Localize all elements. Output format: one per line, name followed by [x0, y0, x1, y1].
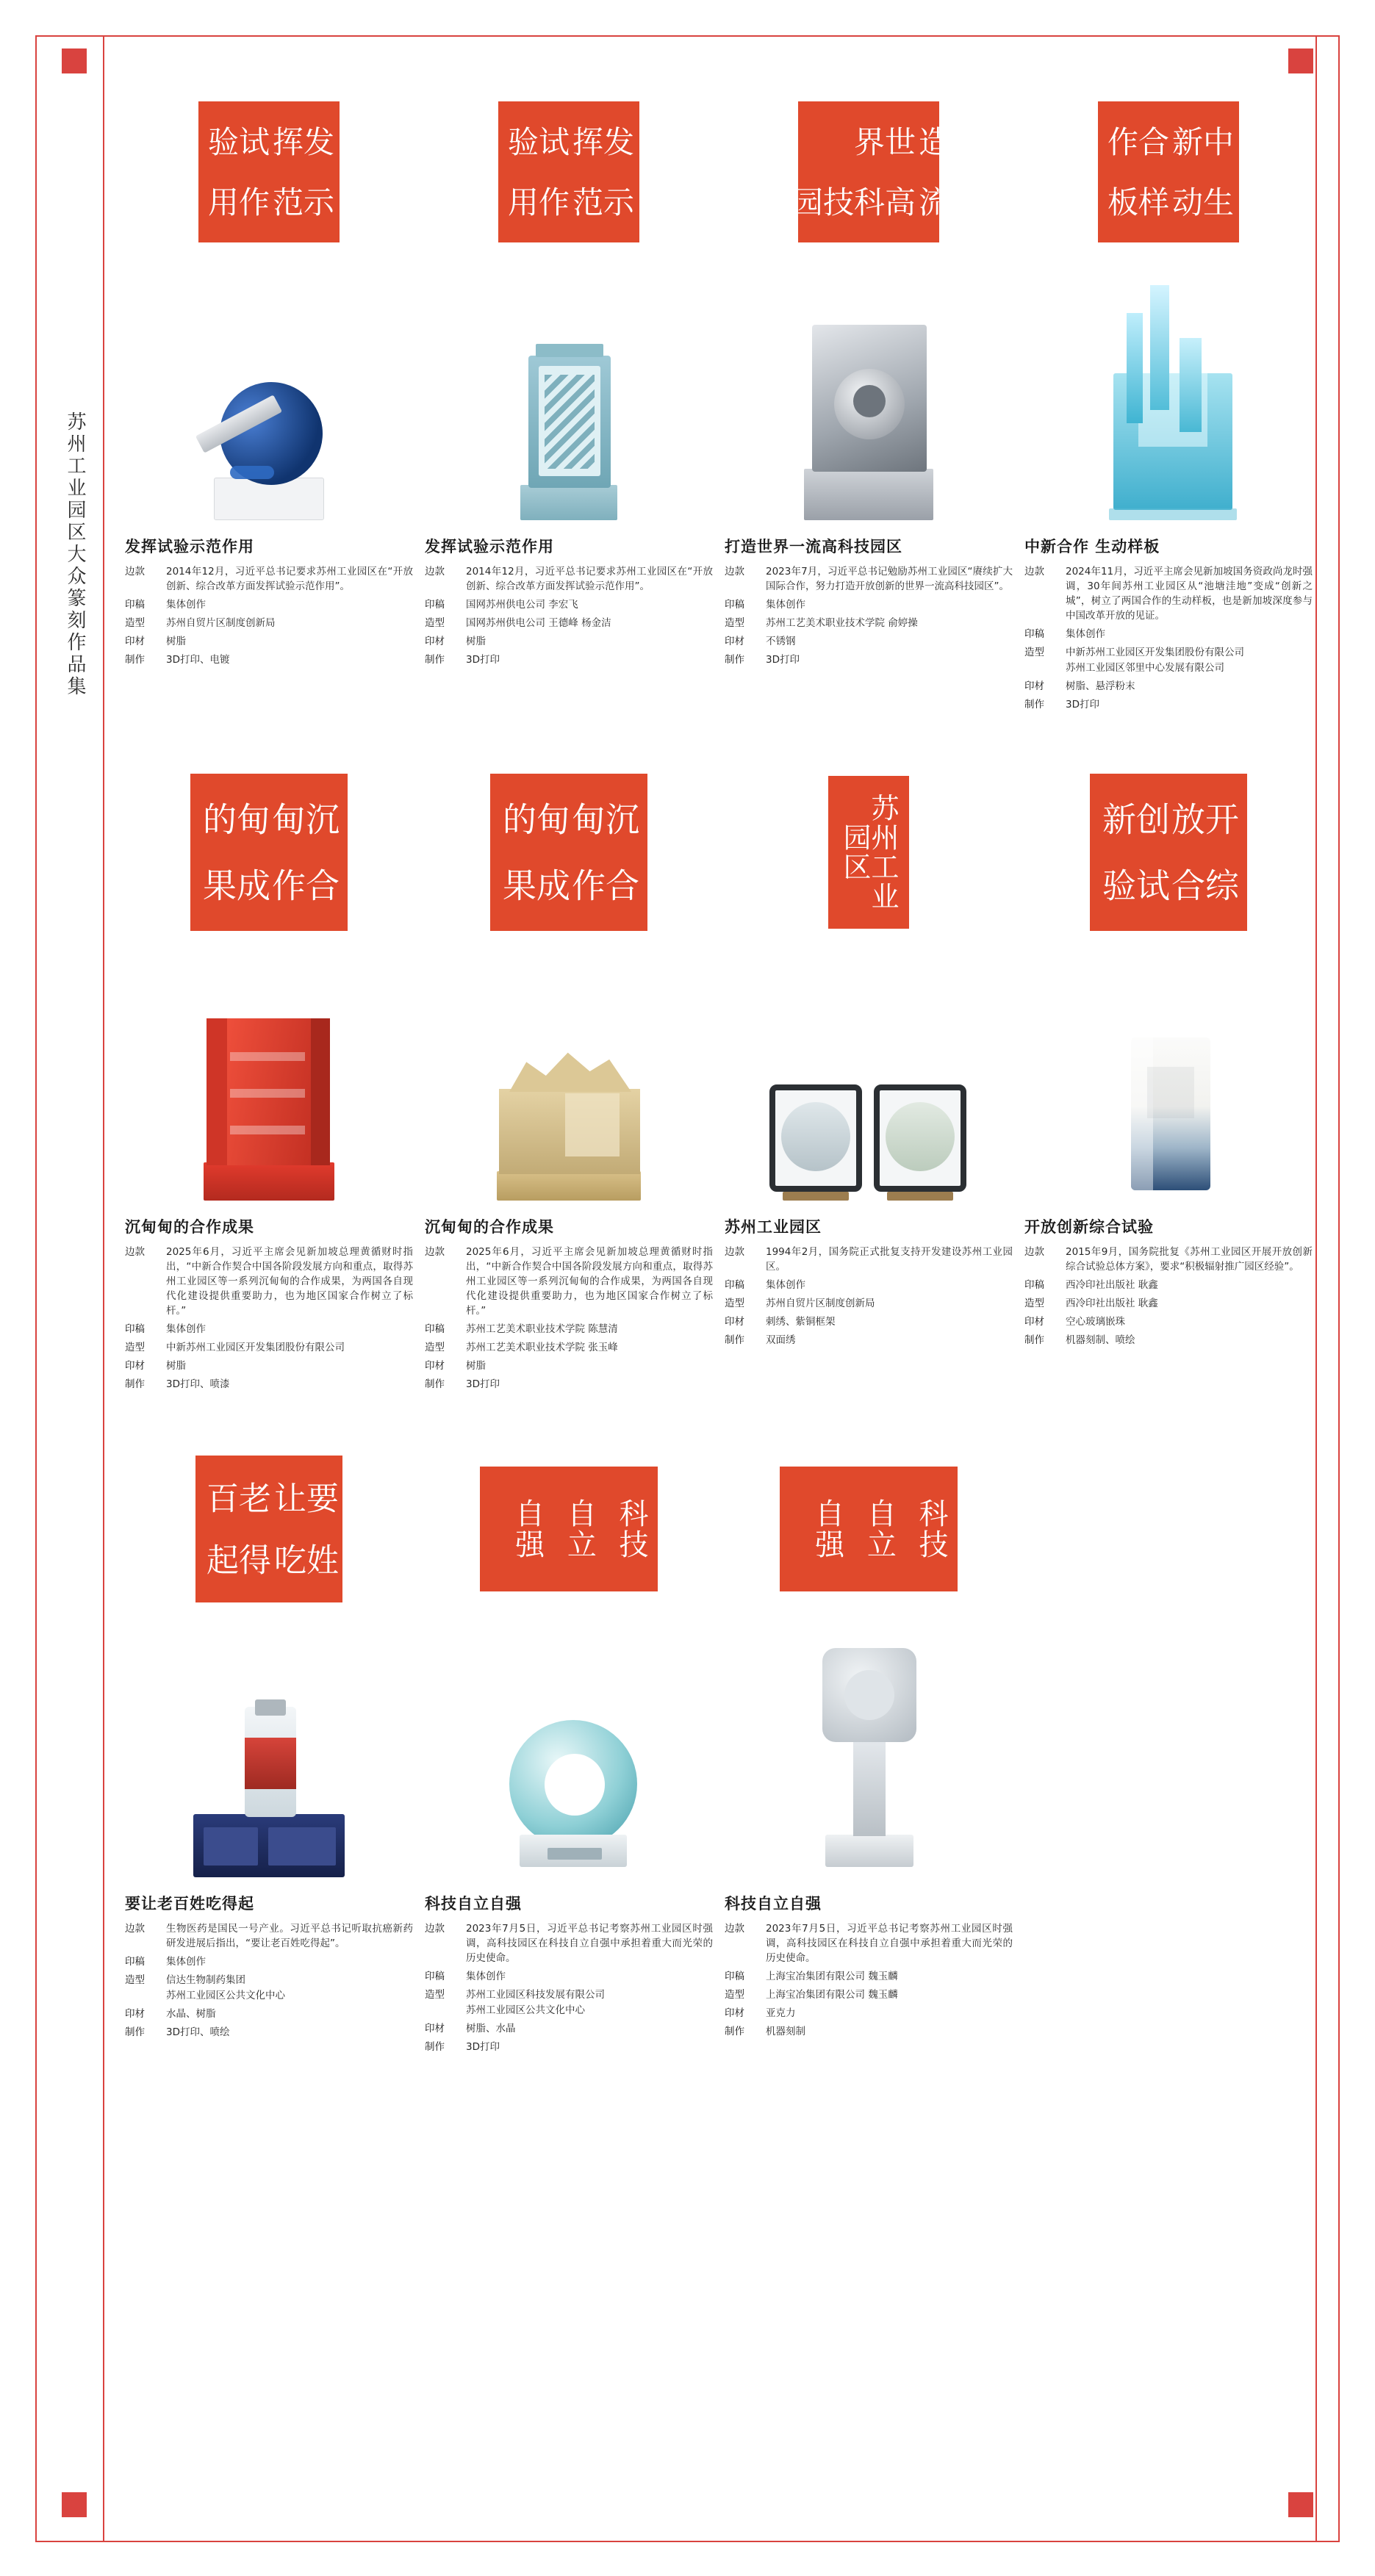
meta-value: 2014年12月，习近平总书记要求苏州工业园区在“开放创新、综合改革方面发挥试验示范作用”。: [466, 566, 713, 592]
item-title: 发挥试验示范作用: [125, 538, 254, 555]
meta-label: 印稿: [425, 599, 445, 611]
meta-value: 树脂、水晶: [466, 2023, 516, 2034]
item-meta: [125, 1921, 413, 2040]
meta-label: 印稿: [725, 1279, 744, 1291]
meta-label: 印材: [125, 2008, 145, 2020]
meta-value: 苏州工业园区科技发展有限公司: [466, 1989, 605, 2001]
meta-label: 印稿: [125, 1323, 145, 1335]
meta-value: 空心玻璃嵌珠: [1066, 1316, 1125, 1328]
meta-value: 国网苏州供电公司 李宏飞: [466, 599, 578, 611]
item-title: 要让老百姓吃得起: [125, 1895, 254, 1913]
meta-label: 印稿: [725, 1971, 744, 1982]
seal-image-wrap: [1024, 84, 1313, 260]
meta-label: 制作: [425, 2041, 445, 2053]
seal-char: 老百: [201, 1481, 270, 1515]
seal-char: 沉甸: [567, 802, 640, 837]
meta-value: 双面绣: [766, 1334, 796, 1346]
artifact-photo-blue-gate: [1077, 278, 1260, 520]
item-meta: [425, 1245, 713, 1392]
item-meta: [1024, 564, 1313, 713]
meta-bian: [725, 564, 1013, 594]
meta-yin: [125, 597, 413, 613]
meta-zao: [725, 1987, 1013, 2003]
artifact-photo-gold-mountain: [477, 958, 661, 1201]
seal-char: 甸的: [198, 802, 271, 837]
seal-char: 一流: [914, 186, 981, 218]
seal-char: 得起: [201, 1543, 270, 1577]
meta-label: 印材: [425, 1360, 445, 1372]
catalog-row: [125, 1441, 1313, 2058]
meta-label: 制作: [125, 654, 145, 666]
seal-char: 成果: [198, 868, 271, 903]
seal-char: 科技: [914, 1498, 948, 1560]
item-title: 发挥试验示范作用: [425, 538, 554, 555]
meta-bian: [1024, 1245, 1313, 1275]
meta-value: 1994年2月，国务院正式批复支持开发建设苏州工业园区。: [766, 1246, 1013, 1273]
meta-value: 西冷印社出版社 耿鑫: [1066, 1279, 1158, 1291]
meta-bian: [125, 1921, 413, 1951]
meta-label: 造型: [725, 1989, 744, 2001]
meta-value: 苏州自贸片区制度创新局: [166, 617, 276, 629]
meta-bian: [725, 1245, 1013, 1275]
artifact-photo-wrap: [725, 1617, 1013, 1882]
meta-value: 3D打印: [766, 654, 800, 666]
artifact-photo-teal-tower: [477, 278, 661, 520]
artifact-photo-wrap: [1024, 260, 1313, 525]
meta-value: 树脂: [466, 636, 486, 647]
meta-yin: [125, 1322, 413, 1337]
seal-char: 自强: [510, 1498, 545, 1560]
meta-value: 树脂: [166, 636, 186, 647]
meta-label: 造型: [425, 1342, 445, 1353]
meta-value: 3D打印、电镀: [166, 654, 230, 666]
meta-zao: [425, 1340, 713, 1356]
meta-value: 上海宝冶集团有限公司 魏玉麟: [766, 1989, 898, 2001]
seal-char: 苏州工业园区: [839, 794, 899, 911]
seal-char: 世界: [850, 126, 916, 158]
meta-yin: [125, 1954, 413, 1970]
meta-label: 印稿: [125, 1956, 145, 1968]
meta-label: 印稿: [425, 1971, 445, 1982]
seal-image-wrap: [725, 84, 1013, 260]
artifact-photo-red-cube: [177, 958, 361, 1201]
seal-char: 沉甸: [267, 802, 340, 837]
item-meta: [425, 1921, 713, 2055]
item-meta: [725, 564, 1013, 668]
frame-left-outer: [35, 35, 37, 2541]
artifact-photo-glass-globe: [477, 1635, 661, 1877]
meta-bian: [425, 1245, 713, 1319]
seal-char: 要让: [268, 1481, 338, 1515]
meta-value: 3D打印: [1066, 699, 1099, 710]
meta-zao: [425, 616, 713, 631]
meta-label: 造型: [125, 617, 145, 629]
catalog-item: [125, 764, 413, 1395]
seal-char: 高科技园区: [757, 186, 916, 218]
meta-value: 2023年7月5日，习近平总书记考察苏州工业园区时强调，高科技园区在科技自立自强中承担着重大而光荣的历史使命。: [766, 1923, 1013, 1964]
seal-char: 姓吃: [268, 1543, 338, 1577]
artifact-photo-wrap: [125, 260, 413, 525]
meta-label: 制作: [425, 1378, 445, 1390]
meta-zao: [125, 1340, 413, 1356]
item-title: 沉甸甸的合作成果: [125, 1218, 254, 1236]
meta-label: 印材: [425, 2023, 445, 2034]
artifact-photo-white-crystal: [1077, 958, 1260, 1201]
artifact-photo-wrap: [125, 1617, 413, 1882]
meta-value: 苏州工艺美术职业技术学院 陈慧清: [466, 1323, 618, 1335]
seal-image-wrap: [125, 1441, 413, 1617]
meta-value: 2025年6月，习近平主席会见新加坡总理黄循财时指出，“中新合作契合中国各阶段发展方向和重点，取得苏州工业园区等一系列沉甸甸的合作成果，为两国各自现代化建设提供重要助力，也为地区国家合作树立了标杆。”: [466, 1246, 713, 1317]
seal-char: 作用: [204, 186, 270, 218]
catalog-item: [725, 764, 1013, 1395]
catalog-item: [425, 764, 713, 1395]
artifact-photo-vial-trophy: [177, 1635, 361, 1877]
item-meta: [425, 564, 713, 668]
meta-bian: [425, 1921, 713, 1966]
meta-label: 印材: [125, 1360, 145, 1372]
meta-yin: [725, 1969, 1013, 1985]
catalog-sheet: [125, 71, 1313, 2510]
item-title: 科技自立自强: [725, 1895, 822, 1913]
seal-image-wrap: [425, 84, 713, 260]
seal-impression: [198, 101, 340, 242]
seal-char: 发挥: [568, 126, 635, 158]
meta-yin: [725, 597, 1013, 613]
meta-zao: [125, 616, 413, 631]
seal-impression: [498, 101, 639, 242]
meta-value: 集体创作: [166, 1956, 206, 1968]
meta-label: 印稿: [1024, 1279, 1044, 1291]
meta-value: 刺绣、紫铜框架: [766, 1316, 836, 1328]
seal-char: 中新: [1168, 126, 1235, 158]
meta-value: 2014年12月，习近平总书记要求苏州工业园区在“开放创新、综合改革方面发挥试验示范作用”。: [166, 566, 413, 592]
meta-value: 苏州自贸片区制度创新局: [766, 1298, 875, 1309]
meta-cai: [1024, 1314, 1313, 1330]
seal-image-wrap: [425, 764, 713, 940]
meta-value: 树脂: [166, 1360, 186, 1372]
meta-label: 印材: [425, 636, 445, 647]
meta-label: 边款: [425, 1246, 445, 1258]
seal-impression: [490, 774, 647, 931]
meta-zhi: [425, 1377, 713, 1392]
meta-label: 造型: [125, 1974, 145, 1986]
meta-value: 2025年6月，习近平主席会见新加坡总理黄循财时指出，“中新合作契合中国各阶段发展方向和重点，取得苏州工业园区等一系列沉甸甸的合作成果，为两国各自现代化建设提供重要助力，也为地区国家合作树立了标杆。”: [166, 1246, 413, 1317]
frame-left-inner: [103, 35, 104, 2541]
meta-label: 印稿: [125, 599, 145, 611]
corner-mark-top-right: [1288, 48, 1313, 73]
meta-bian: [725, 1921, 1013, 1966]
meta-value: 3D打印: [466, 1378, 500, 1390]
meta-cai: [125, 1359, 413, 1374]
item-title: 中新合作 生动样板: [1024, 538, 1160, 555]
meta-value: 生物医药是国民一号产业。习近平总书记听取抗癌新药研发进展后指出，“要让老百姓吃得起”。: [166, 1923, 413, 1949]
meta-label: 印材: [125, 636, 145, 647]
meta-bian: [1024, 564, 1313, 624]
meta-label: 制作: [125, 1378, 145, 1390]
seal-image-wrap: [725, 764, 1013, 940]
meta-label: 边款: [425, 1923, 445, 1935]
seal-impression: [780, 1467, 958, 1591]
meta-value: 水晶、树脂: [166, 2008, 216, 2020]
meta-cai: [125, 634, 413, 650]
meta-value: 集体创作: [766, 599, 805, 611]
meta-value: 集体创作: [466, 1971, 506, 1982]
meta-zhi: [725, 2024, 1013, 2040]
item-meta: [1024, 1245, 1313, 1348]
seal-char: 成果: [498, 868, 571, 903]
frame-top-outer: [35, 35, 1340, 37]
meta-yin: [425, 597, 713, 613]
meta-value: 苏州工艺美术职业技术学院 俞婷操: [766, 617, 918, 629]
meta-label: 造型: [1024, 1298, 1044, 1309]
seal-char: 自立: [562, 1498, 597, 1560]
seal-image-wrap: [725, 1441, 1013, 1617]
meta-label: 制作: [725, 2026, 744, 2037]
meta-value: 集体创作: [166, 599, 206, 611]
corner-mark-top-left: [62, 48, 87, 73]
meta-yin: [425, 1322, 713, 1337]
meta-value: 国网苏州供电公司 王德峰 杨金洁: [466, 617, 611, 629]
meta-label: 印材: [1024, 680, 1044, 692]
artifact-photo-double-frame: [762, 958, 975, 1201]
corner-mark-bottom-left: [62, 2492, 87, 2517]
seal-char: 合作: [1103, 126, 1170, 158]
meta-label: 制作: [1024, 1334, 1044, 1346]
artifact-photo-wrap: [1024, 940, 1313, 1205]
seal-char: 试验: [503, 126, 570, 158]
item-title: 开放创新综合试验: [1024, 1218, 1154, 1236]
meta-cai: [725, 634, 1013, 650]
meta-label: 边款: [1024, 1246, 1044, 1258]
meta-value: 西冷印社出版社 耿鑫: [1066, 1298, 1158, 1309]
seal-char: 开放: [1166, 802, 1240, 837]
catalog-row: [125, 84, 1313, 716]
meta-label: 印稿: [1024, 628, 1044, 640]
meta-zao: [1024, 645, 1313, 676]
item-title: 苏州工业园区: [725, 1218, 822, 1236]
meta-bian: [425, 564, 713, 594]
meta-cai: [425, 2021, 713, 2037]
seal-char: 生动: [1168, 186, 1235, 218]
meta-value: 2023年7月5日，习近平总书记考察苏州工业园区时强调，高科技园区在科技自立自强中承担着重大而光荣的历史使命。: [466, 1923, 713, 1964]
seal-char: 示范: [268, 186, 335, 218]
meta-yin: [425, 1969, 713, 1985]
seal-char: 综合: [1166, 868, 1240, 903]
meta-cai: [725, 2006, 1013, 2021]
meta-label: 造型: [425, 1989, 445, 2001]
meta-label: 边款: [425, 566, 445, 578]
meta-value: 机器刻制: [766, 2026, 805, 2037]
artifact-photo-silver-arch: [777, 278, 961, 520]
meta-label: 造型: [725, 1298, 744, 1309]
seal-char: 示范: [568, 186, 635, 218]
frame-bottom-outer: [35, 2541, 1340, 2542]
meta-zhi: [125, 1377, 413, 1392]
meta-value: 中新苏州工业园区开发集团股份有限公司: [1066, 647, 1244, 658]
spine-title: 苏州工业园区大众篆刻作品集: [64, 411, 86, 698]
item-title: 打造世界一流高科技园区: [725, 538, 902, 555]
seal-char: 样板: [1103, 186, 1170, 218]
seal-char: 试验: [204, 126, 270, 158]
catalog-item: [1024, 84, 1313, 716]
meta-value: 3D打印、喷绘: [166, 2026, 230, 2038]
meta-label: 边款: [125, 1246, 145, 1258]
meta-cai: [1024, 679, 1313, 694]
meta-bian: [125, 1245, 413, 1319]
artifact-photo-wrap: [425, 940, 713, 1205]
seal-image-wrap: [125, 764, 413, 940]
meta-label: 造型: [425, 617, 445, 629]
meta-label: 边款: [725, 566, 744, 578]
meta-zao: [125, 1973, 413, 2004]
meta-value: 集体创作: [1066, 628, 1105, 640]
meta-yin: [725, 1278, 1013, 1293]
meta-value: 苏州工艺美术职业技术学院 张玉峰: [466, 1342, 618, 1353]
item-title: 沉甸甸的合作成果: [425, 1218, 554, 1236]
catalog-item: [725, 1441, 1013, 2058]
meta-label: 印材: [725, 2007, 744, 2019]
seal-char: 合作: [267, 868, 340, 903]
meta-label: 制作: [725, 654, 744, 666]
artifact-photo-wrap: [425, 1617, 713, 1882]
meta-value: 上海宝冶集团有限公司 魏玉麟: [766, 1971, 898, 1982]
meta-zao: [1024, 1296, 1313, 1312]
meta-value: 中新苏州工业园区开发集团股份有限公司: [166, 1342, 345, 1353]
seal-image-wrap: [1024, 764, 1313, 940]
meta-zhi: [125, 652, 413, 668]
meta-label: 制作: [1024, 699, 1044, 710]
seal-char: 试验: [1097, 868, 1171, 903]
item-meta: [125, 1245, 413, 1392]
meta-label: 边款: [125, 1923, 145, 1935]
artifact-photo-wrap: [125, 940, 413, 1205]
seal-char: 发挥: [268, 126, 335, 158]
seal-impression: [757, 101, 981, 242]
meta-zhi: [1024, 1333, 1313, 1348]
meta-value: 2023年7月，习近平总书记勉励苏州工业园区“赓续扩大国际合作，努力打造开放创新的世界一流高科技园区”。: [766, 566, 1013, 592]
seal-impression: [195, 1456, 342, 1602]
catalog-item-empty: [1024, 1441, 1313, 2058]
meta-value: 树脂、悬浮粉末: [1066, 680, 1135, 692]
seal-impression: [480, 1467, 658, 1591]
meta-zao: [725, 1296, 1013, 1312]
meta-yin: [1024, 1278, 1313, 1293]
seal-image-wrap: [125, 84, 413, 260]
catalog-item: [725, 84, 1013, 716]
meta-zhi: [125, 2025, 413, 2040]
meta-zhi: [425, 2040, 713, 2055]
meta-label: 边款: [125, 566, 145, 578]
item-title: 科技自立自强: [425, 1895, 522, 1913]
artifact-photo-silver-key: [777, 1635, 961, 1877]
meta-label: 制作: [725, 1334, 744, 1346]
meta-label: 边款: [725, 1246, 744, 1258]
meta-cai: [725, 1314, 1013, 1330]
meta-label: 边款: [1024, 566, 1044, 578]
meta-zhi: [1024, 697, 1313, 713]
meta-yin: [1024, 627, 1313, 642]
meta-label: 制作: [125, 2026, 145, 2038]
meta-value: 机器刻制、喷绘: [1066, 1334, 1135, 1346]
meta-value: 苏州工业园区公共文化中心: [466, 2004, 585, 2016]
meta-label: 印材: [725, 636, 744, 647]
meta-value: 苏州工业园区邻里中心发展有限公司: [1066, 662, 1224, 674]
seal-char: 打造: [914, 126, 981, 158]
meta-value: 亚克力: [766, 2007, 796, 2019]
seal-impression: [1090, 774, 1247, 931]
meta-value: 2024年11月，习近平主席会见新加坡国务资政尚龙时强调，30年间苏州工业园区从“池塘洼地”变成“创新之城”，树立了两国合作的生动样板，也是新加坡深度参与中国改革开放的见证。: [1066, 566, 1313, 622]
seal-impression: [190, 774, 348, 931]
meta-zhi: [725, 652, 1013, 668]
meta-label: 印材: [1024, 1316, 1044, 1328]
seal-char: 自立: [862, 1498, 897, 1560]
seal-char: 合作: [567, 868, 640, 903]
meta-label: 印稿: [725, 599, 744, 611]
meta-cai: [425, 1359, 713, 1374]
meta-value: 3D打印: [466, 654, 500, 666]
catalog-item: [1024, 764, 1313, 1395]
seal-image-wrap: [425, 1441, 713, 1617]
meta-label: 印材: [725, 1316, 744, 1328]
meta-label: 印稿: [425, 1323, 445, 1335]
meta-value: 不锈钢: [766, 636, 796, 647]
frame-right-outer: [1338, 35, 1340, 2541]
item-meta: [725, 1921, 1013, 2040]
meta-value: 3D打印: [466, 2041, 500, 2053]
artifact-photo-wrap: [725, 940, 1013, 1205]
meta-zao: [725, 616, 1013, 631]
meta-value: 信达生物制药集团: [166, 1974, 245, 1986]
seal-char: 自强: [810, 1498, 844, 1560]
seal-char: 作用: [503, 186, 570, 218]
seal-char: 甸的: [498, 802, 571, 837]
meta-label: 造型: [1024, 647, 1044, 658]
seal-impression: [828, 776, 909, 929]
meta-value: 2015年9月，国务院批复《苏州工业园区开展开放创新综合试验总体方案》，要求“积极辐射推广园区经验”。: [1066, 1246, 1313, 1273]
meta-bian: [125, 564, 413, 594]
meta-value: 集体创作: [766, 1279, 805, 1291]
item-meta: [125, 564, 413, 668]
meta-zao: [425, 1987, 713, 2018]
artifact-photo-wrap: [725, 260, 1013, 525]
meta-cai: [125, 2007, 413, 2022]
meta-zhi: [425, 652, 713, 668]
seal-char: 科技: [614, 1498, 648, 1560]
catalog-item: [425, 84, 713, 716]
artifact-photo-blue-disc: [177, 278, 361, 520]
artifact-photo-wrap: [425, 260, 713, 525]
seal-char: 创新: [1097, 802, 1171, 837]
catalog-item: [125, 1441, 413, 2058]
meta-label: 制作: [425, 654, 445, 666]
item-meta: [725, 1245, 1013, 1348]
catalog-row: [125, 764, 1313, 1395]
meta-label: 造型: [725, 617, 744, 629]
seal-impression: [1098, 101, 1239, 242]
meta-value: 集体创作: [166, 1323, 206, 1335]
meta-zhi: [725, 1333, 1013, 1348]
meta-cai: [425, 634, 713, 650]
frame-right-inner: [1315, 35, 1317, 2541]
catalog-item: [125, 84, 413, 716]
meta-value: 树脂: [466, 1360, 486, 1372]
meta-value: 3D打印、喷漆: [166, 1378, 230, 1390]
meta-value: 苏州工业园区公共文化中心: [166, 1990, 285, 2001]
meta-label: 边款: [725, 1923, 744, 1935]
catalog-item: [425, 1441, 713, 2058]
meta-label: 造型: [125, 1342, 145, 1353]
